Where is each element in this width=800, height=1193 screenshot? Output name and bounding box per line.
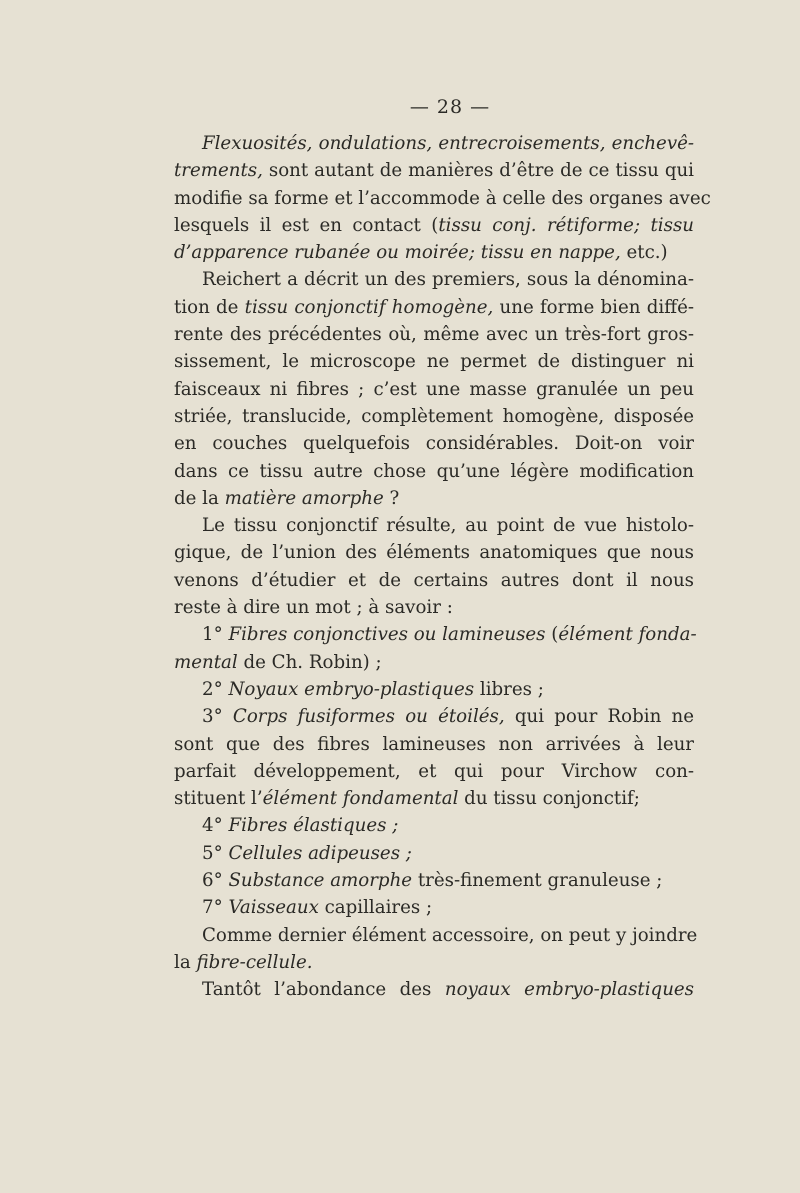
text-line bbox=[174, 621, 697, 648]
text-span: Tantôt l’abondance des bbox=[202, 979, 445, 1001]
text-line bbox=[174, 785, 694, 812]
text-line bbox=[174, 348, 694, 375]
text-line bbox=[174, 703, 694, 730]
italic-text: Flexuosités, ondulations, entrecroisements, enchevê- bbox=[202, 133, 694, 154]
text-line bbox=[174, 485, 694, 512]
italic-text: Fibres conjonctives ou lamineuses bbox=[228, 624, 546, 646]
text-line bbox=[174, 949, 694, 976]
text-span: stituent l’ bbox=[174, 788, 263, 810]
text-line bbox=[174, 212, 694, 239]
text-line bbox=[174, 567, 694, 594]
text-span: reste à dire un mot ; à savoir : bbox=[174, 597, 453, 619]
italic-text: Cellules adipeuses ; bbox=[228, 842, 412, 864]
text-span: faisceaux ni fibres ; c’est une masse granulée un peu bbox=[174, 378, 694, 400]
text-span: ? bbox=[383, 487, 400, 509]
text-line bbox=[174, 266, 694, 293]
text-line bbox=[174, 458, 694, 485]
text-line bbox=[174, 430, 694, 457]
text-span: de la bbox=[174, 487, 225, 509]
text-span: qui pour Robin ne bbox=[504, 706, 695, 728]
italic-text: d’apparence rubanée ou moirée; tissu en nappe, bbox=[174, 242, 621, 264]
text-line bbox=[174, 594, 694, 621]
text-span: sissement, le microscope ne permet de distinguer ni bbox=[174, 351, 694, 373]
text-line bbox=[174, 185, 711, 212]
text-line bbox=[174, 649, 694, 676]
text-span: 1° bbox=[202, 624, 229, 646]
text-span: tion de bbox=[174, 296, 245, 318]
italic-text: noyaux embryo-plastiques bbox=[444, 979, 694, 1001]
text-line bbox=[174, 239, 694, 266]
text-span: 2° bbox=[202, 678, 229, 700]
text-line bbox=[174, 130, 694, 157]
text-line bbox=[174, 758, 694, 785]
text-span: sont que des fibres lamineuses non arrivées à leur bbox=[174, 733, 694, 755]
text-line bbox=[174, 867, 694, 894]
text-span: une forme bien diffé- bbox=[493, 296, 694, 318]
text-span: capillaires ; bbox=[318, 897, 433, 919]
italic-text: Substance amorphe bbox=[228, 870, 413, 892]
text-span: rente des précédentes où, même avec un très-fort gros- bbox=[174, 324, 694, 346]
text-line bbox=[174, 840, 694, 867]
text-span: ( bbox=[545, 624, 559, 646]
text-span: de Ch. Robin) ; bbox=[237, 651, 382, 673]
text-line bbox=[174, 376, 694, 403]
italic-text: tissu conjonctif homogène, bbox=[244, 296, 494, 318]
text-span: Le tissu conjonctif résulte, au point de vue histolo- bbox=[202, 515, 694, 537]
text-span: Reichert a décrit un des premiers, sous la dénomina- bbox=[202, 269, 694, 291]
text-span: du tissu conjonctif; bbox=[458, 788, 640, 810]
italic-text: tissu conj. rétiforme; tissu bbox=[438, 214, 694, 236]
italic-text: Vaisseaux bbox=[228, 897, 319, 919]
text-span: 7° bbox=[202, 897, 229, 919]
body-text bbox=[174, 130, 711, 1004]
text-line bbox=[174, 894, 694, 921]
text-span: venons d’étudier et de certains autres dont il nous bbox=[174, 569, 694, 591]
text-span: 5° bbox=[202, 842, 229, 864]
italic-text: Corps fusiformes ou étoilés, bbox=[232, 706, 505, 728]
italic-text: matière amorphe bbox=[224, 487, 384, 509]
text-line bbox=[174, 157, 694, 184]
text-span: striée, translucide, complètement homogène, disposée bbox=[174, 405, 694, 427]
text-line bbox=[174, 922, 698, 949]
italic-text: fibre-cellule. bbox=[196, 951, 313, 973]
text-span: gique, de l’union des éléments anatomiques que nous bbox=[174, 542, 694, 564]
text-span: très-finement granuleuse ; bbox=[412, 870, 663, 892]
text-line bbox=[174, 812, 694, 839]
text-line bbox=[174, 403, 694, 430]
text-span: sont autant de manières d’être de ce tissu qui bbox=[262, 160, 694, 182]
text-span: 6° bbox=[202, 870, 229, 892]
text-span: 3° bbox=[202, 706, 233, 728]
italic-text: élément fonda- bbox=[558, 624, 697, 646]
page-number: — 28 — bbox=[409, 96, 491, 118]
text-span: lesquels il est en contact ( bbox=[174, 214, 439, 236]
text-line bbox=[174, 539, 694, 566]
italic-text: trements, bbox=[174, 160, 263, 182]
text-span: modifie sa forme et l’accommode à celle des organes avec bbox=[174, 187, 711, 209]
italic-text: Noyaux embryo-plastiques bbox=[228, 678, 475, 700]
text-line bbox=[174, 321, 694, 348]
text-span: 4° bbox=[202, 815, 229, 837]
text-span: parfait développement, et qui pour Virchow con- bbox=[174, 760, 694, 782]
text-line bbox=[174, 731, 694, 758]
text-span: la bbox=[174, 951, 197, 973]
text-line bbox=[174, 294, 694, 321]
italic-text: mental bbox=[174, 651, 238, 673]
text-span: etc.) bbox=[620, 242, 668, 264]
text-line bbox=[174, 512, 694, 539]
text-line bbox=[174, 976, 694, 1003]
italic-text: élément fondamental bbox=[262, 788, 459, 810]
text-line bbox=[174, 676, 694, 703]
text-span: Comme dernier élément accessoire, on peut y joindre bbox=[202, 924, 698, 946]
text-span: en couches quelquefois considérables. Doit-on voir bbox=[174, 433, 694, 455]
text-span: dans ce tissu autre chose qu’une légère modification bbox=[174, 460, 694, 482]
italic-text: Fibres élastiques ; bbox=[228, 815, 399, 837]
text-span: libres ; bbox=[474, 678, 544, 700]
